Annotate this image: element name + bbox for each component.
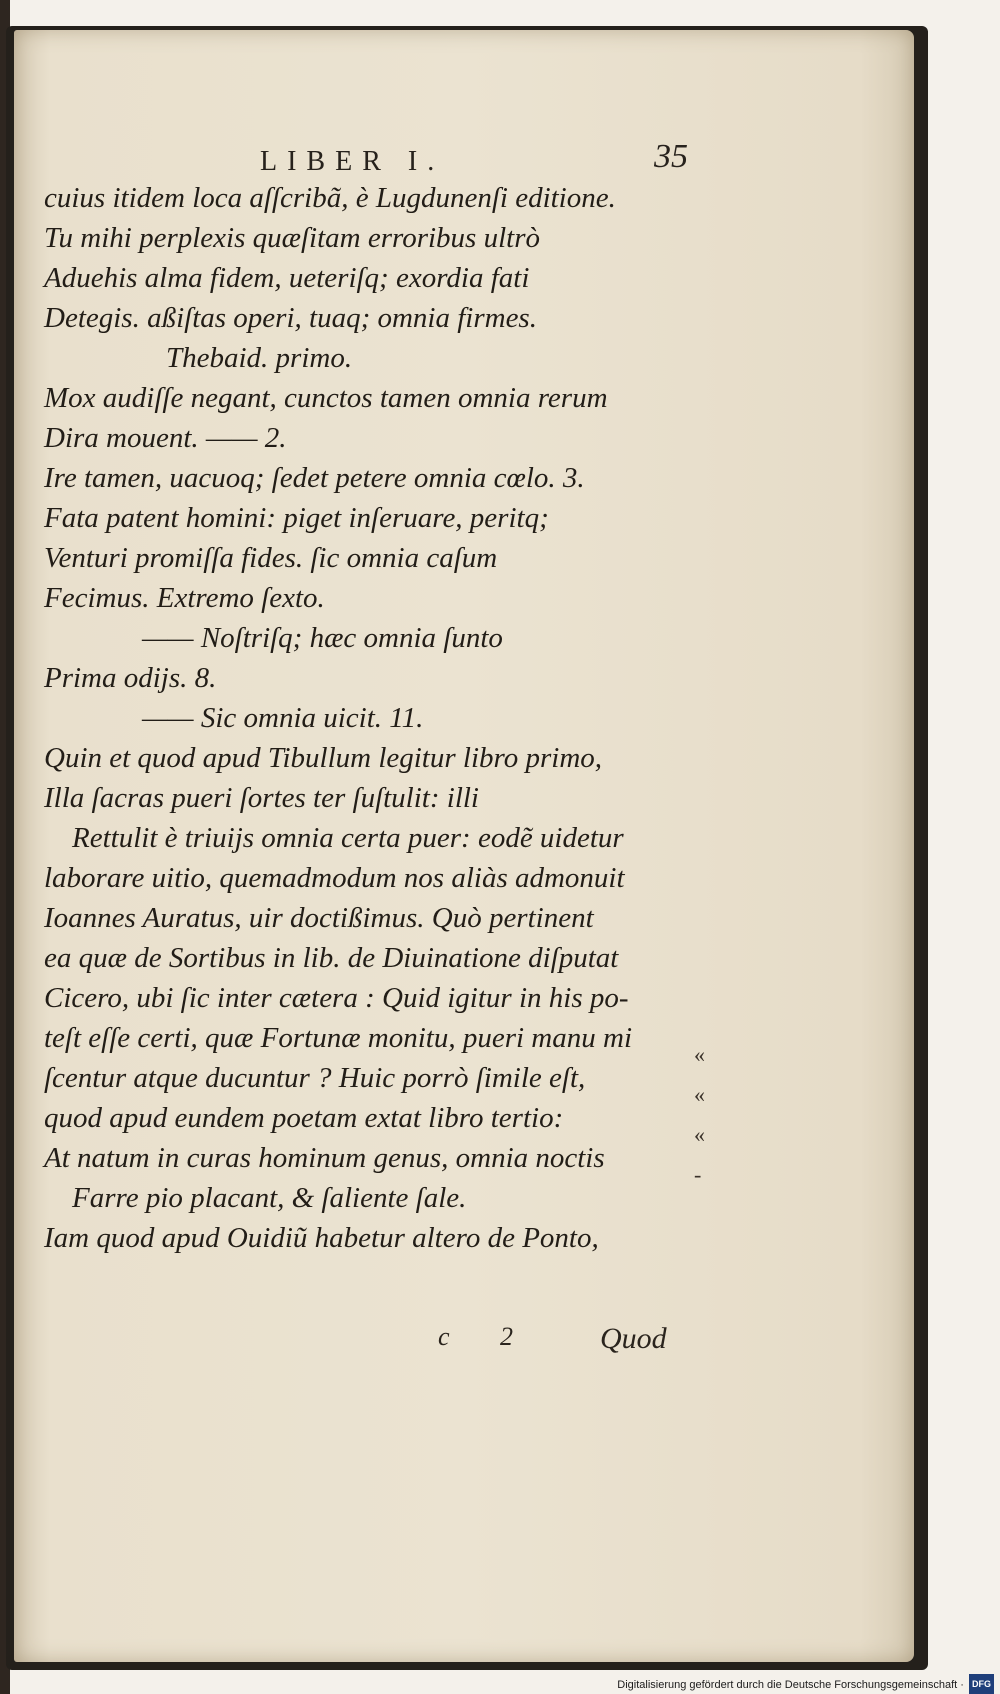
text-line: Fata patent homini: piget inſeruare, peritq; (44, 502, 549, 534)
margin-mark: « (694, 1082, 705, 1107)
text-line: Fecimus. Extremo ſexto. (44, 582, 325, 614)
text-line: Farre pio placant, & ſaliente ſale. (72, 1182, 467, 1214)
text-line: —— Sic omnia uicit. 11. (142, 702, 424, 734)
page-header (14, 124, 914, 177)
text-line: cuius itidem loca aſſcribã, è Lugdunenſi editione. (44, 182, 616, 214)
digitization-credit (617, 1674, 994, 1692)
text-line: Ioannes Auratus, uir doctißimus. Quò pertinent (44, 902, 594, 934)
text-line: —— Noſtriſq; hæc omnia ſunto (142, 622, 503, 654)
text-line: Mox audiſſe negant, cunctos tamen omnia rerum (44, 382, 608, 414)
text-line: ſcentur atque ducuntur ? Huic porrò ſimile eſt, (44, 1062, 586, 1094)
text-line: laborare uitio, quemadmodum nos aliàs admonuit (44, 862, 625, 894)
text-line: Illa ſacras pueri ſortes ter ſuſtulit: illi (44, 782, 479, 814)
text-line: ea quæ de Sortibus in lib. de Diuinatione diſputat (44, 942, 619, 974)
text-line: Aduehis alma fidem, ueteriſq; exordia fati (44, 262, 530, 294)
running-head: LIBER I. (260, 146, 445, 177)
text-line: Rettulit è triuijs omnia certa puer: eodẽ uidetur (72, 822, 624, 854)
book-page (14, 30, 914, 1662)
margin-mark: « (694, 1042, 705, 1067)
page-number: 35 (654, 138, 688, 175)
catchword: Quod (600, 1322, 667, 1355)
text-line: At natum in curas hominum genus, omnia noctis (44, 1142, 605, 1174)
credit-text: Digitalisierung gefördert durch die Deutsche Forschungsgemeinschaft · (617, 1679, 964, 1691)
text-line: quod apud eundem poetam extat libro tertio: (44, 1102, 564, 1134)
page-foot (14, 1322, 914, 1366)
text-line: Cicero, ubi ſic inter cætera : Quid igitur in his po- (44, 982, 629, 1014)
text-line: teſt eſſe certi, quæ Fortunæ monitu, pueri manu mi (44, 1022, 633, 1054)
marginal-quote-marks (694, 1035, 710, 1195)
margin-mark: - (694, 1162, 702, 1187)
body-text (14, 178, 914, 1258)
text-line: Prima odijs. 8. (44, 662, 217, 694)
source-heading: Thebaid. primo. (166, 342, 353, 374)
signature-mark: c 2 (438, 1322, 536, 1351)
margin-mark: « (694, 1122, 705, 1147)
text-line: Ire tamen, uacuoq; ſedet petere omnia cœlo. 3. (44, 462, 585, 494)
text-line: Iam quod apud Ouidiũ habetur altero de Ponto, (44, 1222, 599, 1254)
text-line: Tu mihi perplexis quæſitam erroribus ultrò (44, 222, 540, 254)
text-line: Detegis. aßiſtas operi, tuaq; omnia firmes. (44, 302, 537, 334)
text-line: Dira mouent. —— 2. (44, 422, 287, 454)
text-line: Quin et quod apud Tibullum legitur libro primo, (44, 742, 603, 774)
text-line: Venturi promiſſa fides. ſic omnia caſum (44, 542, 498, 574)
dfg-logo: DFG (969, 1674, 994, 1694)
